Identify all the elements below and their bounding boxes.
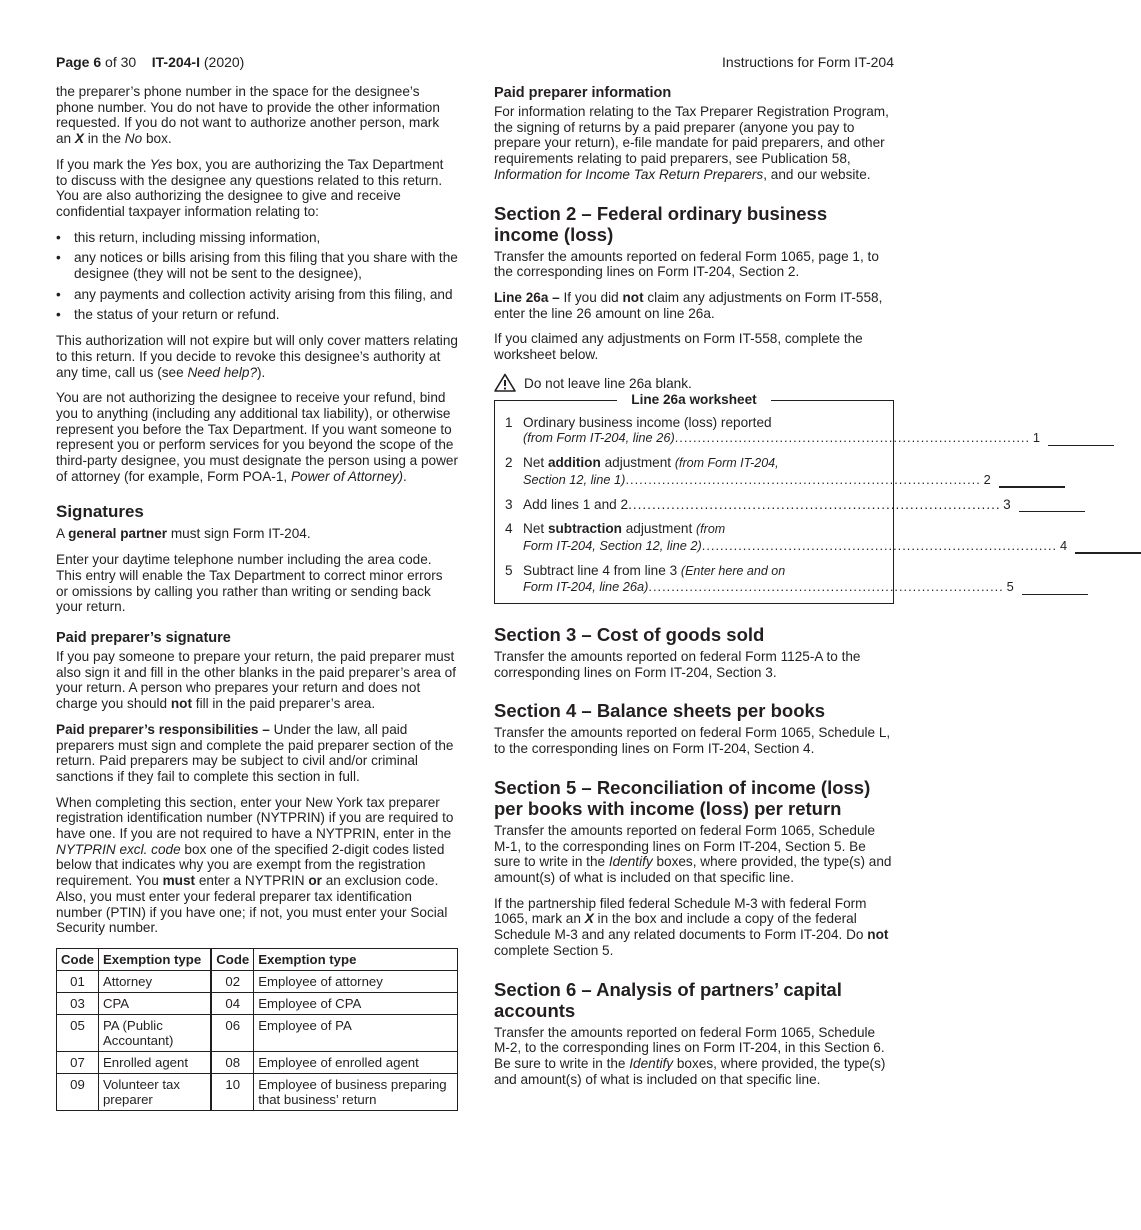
table-row	[57, 970, 458, 992]
column-header: Code	[211, 948, 253, 970]
telephone-paragraph: Enter your daytime telephone number including the area code. This entry will enable the Tax Department to correct minor errors or omissions by calling you rather than writing or sending back your return.	[56, 552, 443, 615]
table-cell: Enrolled agent	[98, 1051, 211, 1073]
line-26a-worksheet	[494, 391, 1068, 604]
worksheet-line-4: 4 Net subtraction adjustment (from Form IT-204, Section 12, line 2) .............................................................................. 4	[505, 521, 883, 553]
table-cell: Employee of PA	[254, 1014, 458, 1051]
table-cell: 10	[211, 1073, 253, 1110]
warning-text: Do not leave line 26a blank.	[524, 375, 692, 391]
nytprin-paragraph: When completing this section, enter your New York tax preparer registration identification number (NYTPRIN) if you are required to have one. If you are not required to have a NYTPRIN, enter in the NYTPRIN excl. code box one of the specified 2-digit codes listed below that indicates why you are exempt from the registration requirement. You must enter a NYTPRIN or an exclusion code. Also, you must enter your federal preparer tax identification number (PTIN) if you have one; if not, you must enter your Social Security number.	[56, 794, 454, 936]
warning-icon	[494, 373, 516, 392]
paid-preparer-responsibilities-paragraph: Paid preparer’s responsibilities – Under the law, all paid preparers must sign and complete the paid preparer section of the return. Paid preparers may be subject to civil and/or criminal sanctions if they fail to complete this section in full.	[56, 721, 454, 784]
table-cell: Employee of enrolled agent	[254, 1051, 458, 1073]
list-item: • the status of your return or refund.	[56, 307, 458, 323]
table-cell: 09	[57, 1073, 99, 1110]
worksheet-line-1: 1 Ordinary business income (loss) reported (from Form IT-204, line 26) .............................................................................. 1	[505, 415, 883, 446]
worksheet-entry-line	[1019, 499, 1085, 512]
section-3-paragraph: Transfer the amounts reported on federal Form 1125-A to the corresponding lines on Form IT-204, Section 3.	[494, 649, 861, 680]
designee-limits-paragraph: You are not authorizing the designee to receive your refund, bind you to anything (including any additional tax liability), or otherwise represent you before the Tax Department. If you want someone to represent you or perform services for you beyond the scope of the third-party designee, you must designate the person using a power of attorney (for example, Form POA-1, Power of Attorney).	[56, 390, 459, 484]
column-header: Exemption type	[98, 948, 211, 970]
list-item: • this return, including missing information,	[56, 230, 458, 246]
table-cell: Attorney	[98, 970, 211, 992]
section-6-heading: Section 6 – Analysis of partners’ capital accounts	[494, 978, 842, 1021]
section-6-paragraph: Transfer the amounts reported on federal Form 1065, Schedule M-2, to the corresponding lines on Form IT-204, in this Section 6. Be sure to write in the Identify boxes, where provided, the type(s) and amount(s) of what is included on that specific line.	[494, 1024, 886, 1087]
section-4-paragraph: Transfer the amounts reported on federal Form 1065, Schedule L, to the corresponding lines on Form IT-204, Section 4.	[494, 725, 891, 757]
authorization-expiry-paragraph: This authorization will not expire but will only cover matters relating to this return. If you decide to revoke this designee’s authority at any time, call us (see Need help?).	[56, 333, 458, 380]
column-header: Exemption type	[254, 948, 458, 970]
worksheet-entry-line	[999, 474, 1065, 488]
table-cell: 06	[211, 1014, 253, 1051]
table-cell: PA (Public Accountant)	[98, 1014, 211, 1051]
table-cell: 03	[57, 992, 99, 1014]
table-cell: Employee of attorney	[254, 970, 458, 992]
section-2-paragraph: Transfer the amounts reported on federal Form 1065, page 1, to the corresponding lines on Form IT-204, Section 2.	[494, 248, 879, 280]
warning-note	[494, 373, 894, 392]
worksheet-line-5: 5 Subtract line 4 from line 3 (Enter here and on Form IT-204, line 26a) .............................................................................. 5	[505, 563, 883, 595]
paid-preparer-info-paragraph: For information relating to the Tax Preparer Registration Program, the signing of returns by a paid preparer (anyone you pay to prepare your return), e-file mandate for paid preparers, and other requirements relating to paid preparers, see Publication 58, Information for Income Tax Return Preparers, and our website.	[494, 104, 889, 182]
worksheet-title: Line 26a worksheet	[617, 392, 770, 407]
right-column	[494, 84, 1068, 1097]
list-item: • any payments and collection activity arising from this filing, and	[56, 287, 458, 303]
worksheet-line-3: 3 Add lines 1 and 2 .............................................................................. 3	[505, 497, 883, 513]
designee-paragraph-2: If you mark the Yes box, you are authorizing the Tax Department to discuss with the designee any questions related to this return. You are also authorizing the designee to give and receive confidential taxpayer information relating to:	[56, 156, 444, 219]
table-cell: 01	[57, 970, 99, 992]
paid-preparer-signature-heading: Paid preparer’s signature	[56, 629, 231, 646]
table-row	[57, 1014, 458, 1051]
table-cell: Volunteer tax preparer	[98, 1073, 211, 1110]
line-26a-paragraph: Line 26a – If you did not claim any adjustments on Form IT-558, enter the line 26 amount on line 26a.	[494, 289, 883, 321]
worksheet-entry-line	[1075, 540, 1141, 554]
table-row	[57, 992, 458, 1014]
table-row	[57, 1073, 458, 1110]
table-cell: 05	[57, 1014, 99, 1051]
section-4-heading: Section 4 – Balance sheets per books	[494, 700, 826, 722]
table-header-row	[57, 948, 458, 970]
worksheet-entry-line	[1022, 582, 1088, 595]
designee-paragraph-1: the preparer’s phone number in the space for the designee’s phone number. You do not have to provide the other information requested. If you do not want to authorize another person, mark an X in the No box.	[56, 84, 440, 147]
worksheet-line-2: 2 Net addition adjustment (from Form IT-204, Section 12, line 1) .............................................................................. 2	[505, 455, 883, 487]
table-cell: Employee of business preparing that business’ return	[254, 1073, 458, 1110]
page-total: of 30	[105, 54, 137, 70]
section-3-heading: Section 3 – Cost of goods sold	[494, 624, 765, 646]
list-item: • any notices or bills arising from this filing that you share with the designee (they will not be sent to the designee),	[56, 250, 458, 281]
signatures-heading: Signatures	[56, 502, 144, 522]
table-cell: 08	[211, 1051, 253, 1073]
section-5-paragraph-1: Transfer the amounts reported on federal Form 1065, Schedule M-1, to the corresponding lines on Form IT-204, Section 5. Be sure to write in the Identify boxes, where provided, the type(s) and amount(s) of what is included on that specific line.	[494, 822, 892, 885]
table-row	[57, 1051, 458, 1073]
signatures-paragraph: A general partner must sign Form IT-204.	[56, 526, 311, 542]
exemption-code-table	[56, 948, 458, 1111]
page-header-left	[56, 54, 244, 70]
paid-preparer-signature-paragraph: If you pay someone to prepare your return, the paid preparer must also sign it and fill in the other blanks in the paid preparer’s area of your return. A person who prepares your return and does not charge you should not fill in the paid preparer’s area.	[56, 648, 457, 712]
paid-preparer-info-heading: Paid preparer information	[494, 85, 672, 101]
section-5-paragraph-2: If the partnership filed federal Schedule M-3 with federal Form 1065, mark an X in the box and include a copy of the federal Schedule M-3 and any related documents to Form IT-204. Do not complete Section 5.	[494, 895, 889, 958]
section-2-heading: Section 2 – Federal ordinary business income (loss)	[494, 202, 828, 245]
table-cell: CPA	[98, 992, 211, 1014]
table-cell: Employee of CPA	[254, 992, 458, 1014]
worksheet-intro-paragraph: If you claimed any adjustments on Form IT-558, complete the worksheet below.	[494, 331, 863, 363]
table-cell: 07	[57, 1051, 99, 1073]
table-cell: 02	[211, 970, 253, 992]
page-number: Page 6	[56, 54, 102, 70]
section-5-heading: Section 5 – Reconciliation of income (loss) per books with income (loss) per return	[494, 776, 871, 819]
authorization-list	[56, 230, 458, 324]
worksheet-entry-line	[1048, 433, 1114, 446]
table-cell: 04	[211, 992, 253, 1014]
column-header: Code	[57, 948, 99, 970]
form-year: (2020)	[203, 54, 245, 70]
left-column	[56, 84, 458, 1111]
page-header-right: Instructions for Form IT-204	[722, 54, 894, 70]
form-id: IT-204-I	[151, 54, 200, 70]
